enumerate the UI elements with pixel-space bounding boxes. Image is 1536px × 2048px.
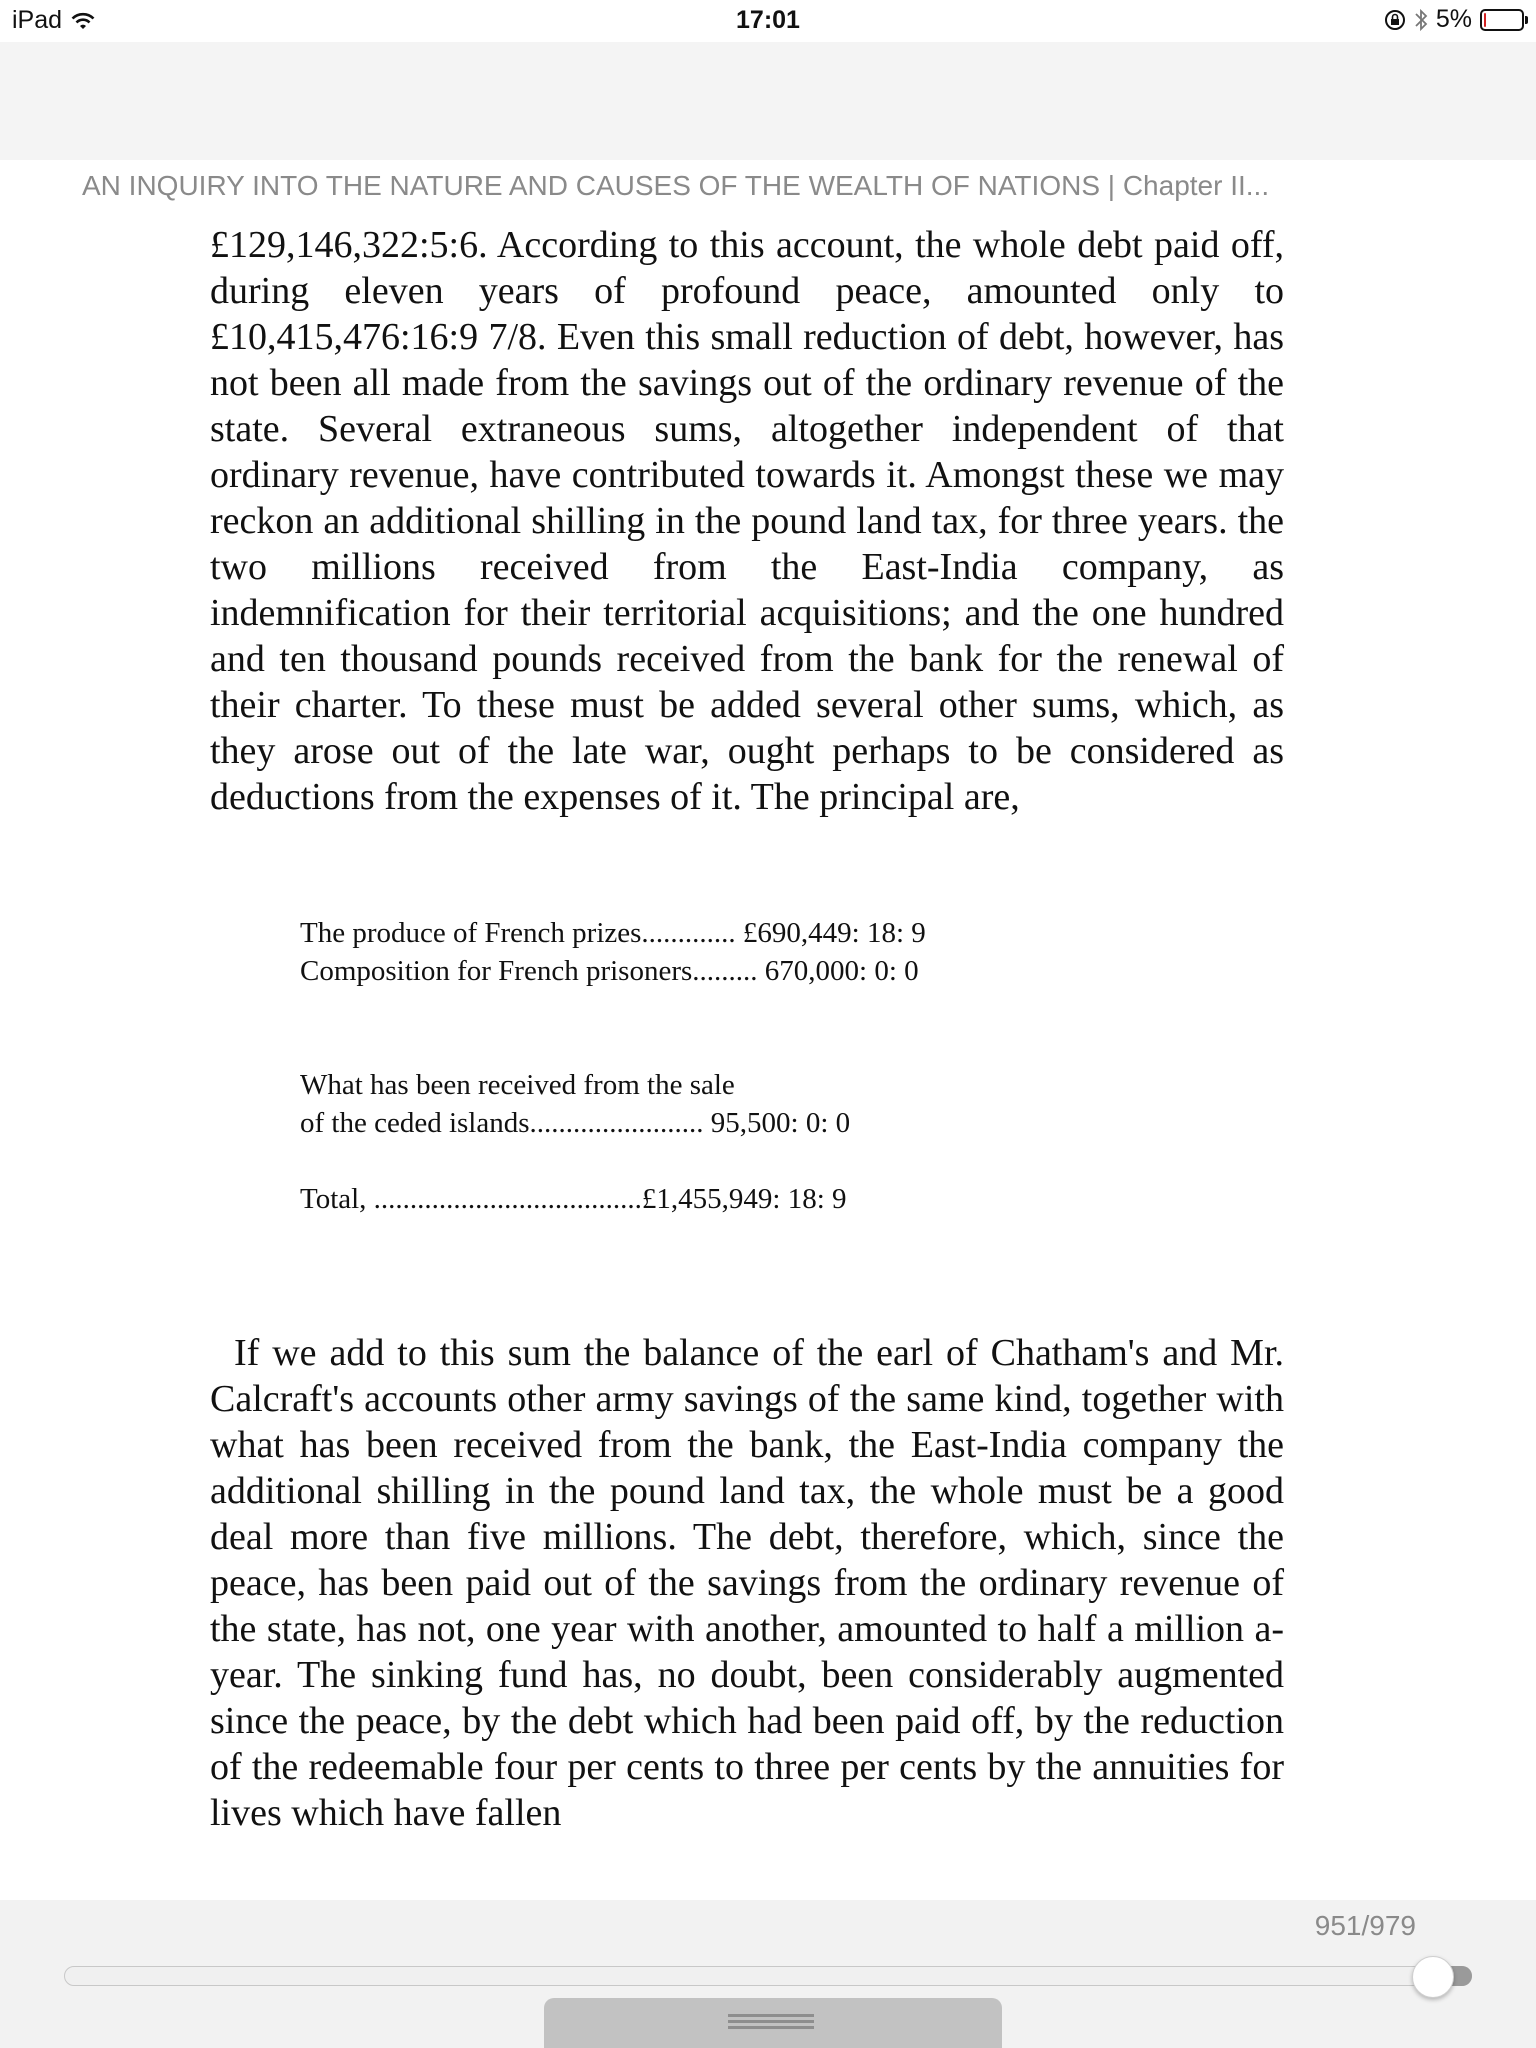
grip-icon: [728, 2014, 814, 2032]
paragraph: £129,146,322:5:6. According to this account, the whole debt paid off, during eleven years of profound peace, amounted only to £10,415,476:16:9 7/8. Even this small reduction of debt, however, has not been all made from the savings out of the ordinary revenue of the state. Several extraneous sums, altogether independent of that ordinary revenue, have contributed towards it. Amongst these we may reckon an additional shilling in the pound land tax, for three years. the two millions received from the East-India company, as indemnification for their territorial acquisitions; and the one hundred and ten thousand pounds received from the bank for the renewal of their charter. To these must be added several other sums, which, as they arose out of the late war, ought perhaps to be considered as deductions from the expenses of it. The principal are,: [210, 224, 1284, 818]
status-right: [1384, 5, 1524, 34]
page-slider-thumb[interactable]: [1412, 1956, 1454, 1998]
ledger-line: of the ceded islands........................ 95,500: 0: 0: [300, 1107, 851, 1139]
status-bar: [0, 0, 1536, 42]
reader-toolbar[interactable]: [0, 42, 1536, 160]
battery-percent: 5%: [1435, 5, 1472, 33]
clock: 17:01: [736, 6, 800, 34]
running-header: AN INQUIRY INTO THE NATURE AND CAUSES OF THE WEALTH OF NATIONS | Chapter II...: [82, 170, 1270, 201]
device-name: iPad: [12, 6, 63, 34]
ledger-table: [300, 914, 1284, 1218]
ledger-line: Composition for French prisoners......... 670,000: 0: 0: [300, 955, 919, 987]
ledger-line: The produce of French prizes............. £690,449: 18: 9: [300, 917, 926, 949]
ledger-line: What has been received from the sale: [300, 1069, 735, 1101]
rotation-lock-icon: [1384, 9, 1406, 31]
drawer-handle[interactable]: [544, 1998, 1002, 2048]
page-slider-track[interactable]: [64, 1966, 1472, 1986]
page-content: [210, 222, 1284, 1836]
bluetooth-icon: [1414, 8, 1428, 32]
battery-level: [1484, 13, 1486, 27]
battery-icon: [1480, 9, 1524, 31]
paragraph: If we add to this sum the balance of the earl of Chatham's and Mr. Calcraft's accounts other army savings of the same kind, together with what has been received from the bank, the East-India company the additional shilling in the pound land tax, the whole must be a good deal more than five millions. The debt, therefore, which, since the peace, has been paid out of the savings from the ordinary revenue of the state, has not, one year with another, amounted to half a million a-year. The sinking fund has, no doubt, been considerably augmented since the peace, by the debt which had been paid off, by the reduction of the redeemable four per cents to three per cents by the annuities for lives which have fallen: [210, 1332, 1284, 1834]
page-indicator: 951/979: [1314, 1910, 1416, 1941]
ledger-total: Total, .....................................£1,455,949: 18: 9: [300, 1183, 847, 1215]
